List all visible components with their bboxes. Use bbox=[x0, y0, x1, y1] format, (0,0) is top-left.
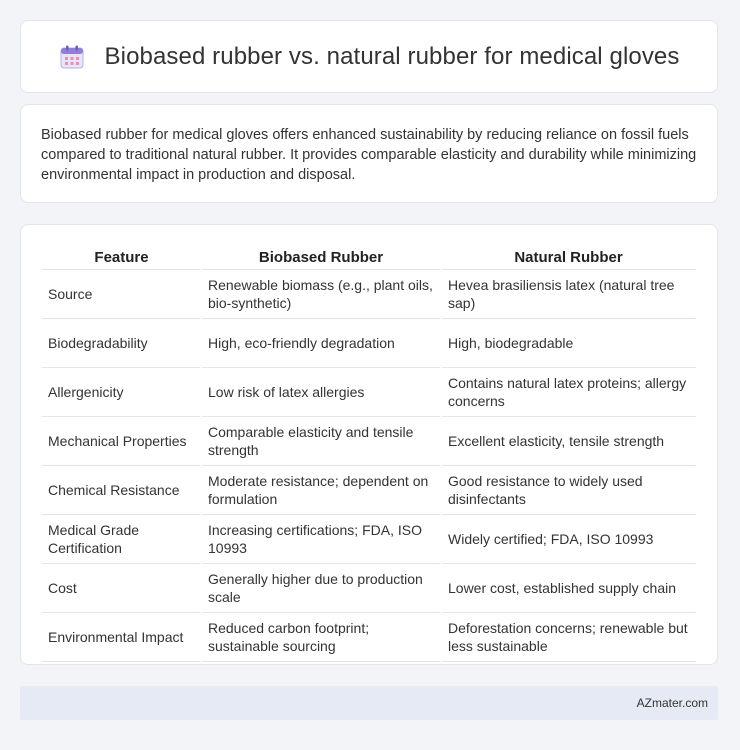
table-row bbox=[42, 564, 696, 613]
table-cell: Moderate resistance; dependent on formulation bbox=[201, 466, 441, 515]
table-cell: Source bbox=[42, 270, 201, 319]
summary-text: Biobased rubber for medical gloves offers enhanced sustainability by reducing reliance on fossil fuels compared to traditional natural rubber. It provides comparable elasticity and durability while minimizing environmental impact in production and disposal. bbox=[41, 127, 697, 183]
table-cell: Contains natural latex proteins; allergy concerns bbox=[441, 368, 696, 417]
comparison-table-card bbox=[20, 224, 718, 665]
table-cell: Generally higher due to production scale bbox=[201, 564, 441, 613]
table-cell: Mechanical Properties bbox=[42, 417, 201, 466]
table-cell: Hevea brasiliensis latex (natural tree sap) bbox=[441, 270, 696, 319]
table-cell: Widely certified; FDA, ISO 10993 bbox=[441, 515, 696, 564]
table-cell: Deforestation concerns; renewable but less sustainable bbox=[441, 613, 696, 662]
table-cell: High, biodegradable bbox=[441, 319, 696, 368]
table-cell: Cost bbox=[42, 564, 201, 613]
table-cell: High, eco-friendly degradation bbox=[201, 319, 441, 368]
table-header-row bbox=[42, 245, 696, 270]
table-row bbox=[42, 417, 696, 466]
table-row bbox=[42, 466, 696, 515]
table-cell: Renewable biomass (e.g., plant oils, bio-synthetic) bbox=[201, 270, 441, 319]
table-row bbox=[42, 368, 696, 417]
title-card bbox=[20, 20, 718, 93]
table-cell: Chemical Resistance bbox=[42, 466, 201, 515]
table-cell: Environmental Impact bbox=[42, 613, 201, 662]
table-cell: Excellent elasticity, tensile strength bbox=[441, 417, 696, 466]
comparison-table bbox=[42, 245, 696, 662]
summary-card bbox=[20, 104, 718, 203]
table-cell: Lower cost, established supply chain bbox=[441, 564, 696, 613]
footer-brand: AZmater.com bbox=[636, 696, 708, 710]
table-cell: Allergenicity bbox=[42, 368, 201, 417]
table-row bbox=[42, 270, 696, 319]
table-cell: Comparable elasticity and tensile strength bbox=[201, 417, 441, 466]
footer bbox=[20, 686, 718, 720]
table-cell: Biodegradability bbox=[42, 319, 201, 368]
column-header: Biobased Rubber bbox=[201, 245, 441, 270]
column-header: Feature bbox=[42, 245, 201, 270]
column-header: Natural Rubber bbox=[441, 245, 696, 270]
table-cell: Increasing certifications; FDA, ISO 10993 bbox=[201, 515, 441, 564]
table-row bbox=[42, 515, 696, 564]
table-cell: Good resistance to widely used disinfectants bbox=[441, 466, 696, 515]
table-cell: Medical Grade Certification bbox=[42, 515, 201, 564]
table-row bbox=[42, 319, 696, 368]
calendar-icon bbox=[59, 44, 85, 70]
table-cell: Reduced carbon footprint; sustainable sourcing bbox=[201, 613, 441, 662]
table-cell: Low risk of latex allergies bbox=[201, 368, 441, 417]
page-title: Biobased rubber vs. natural rubber for medical gloves bbox=[104, 42, 680, 70]
table-row bbox=[42, 613, 696, 662]
